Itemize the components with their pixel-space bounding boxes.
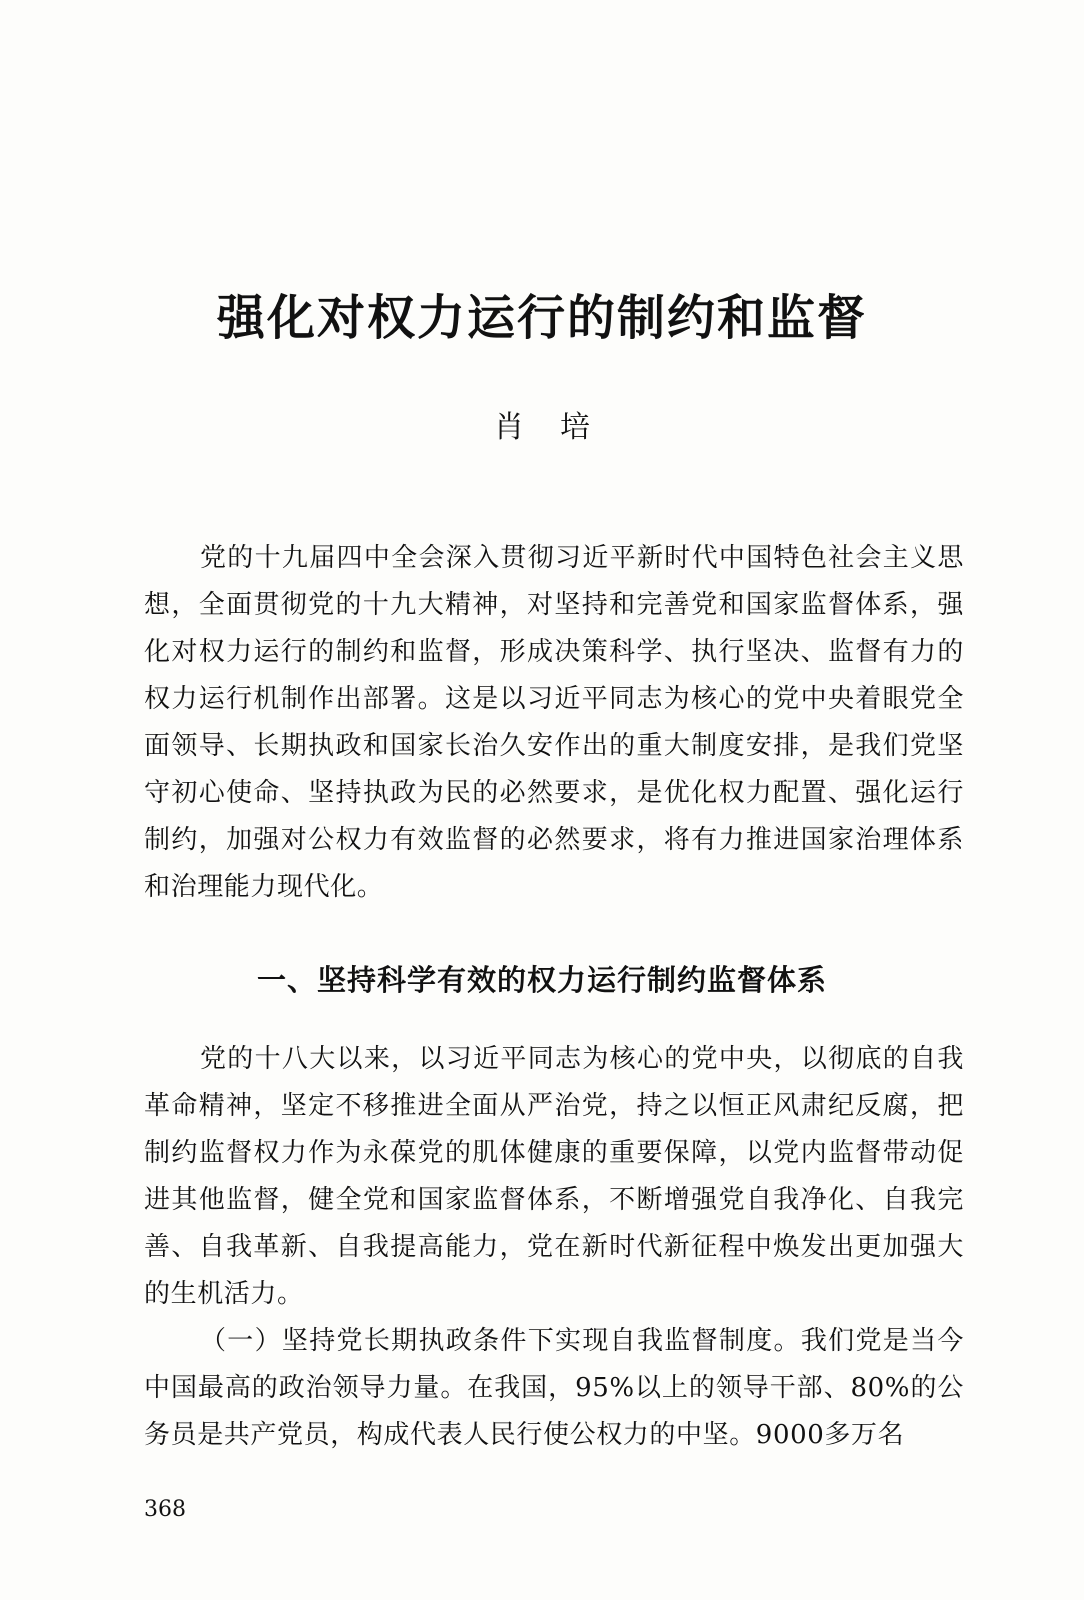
section-heading: 一、坚持科学有效的权力运行制约监督体系	[256, 963, 827, 997]
body-paragraph-1: 党的十八大以来，以习近平同志为核心的党中央，以彻底的自我革命精神，坚定不移推进全面从严治党，持之以恒正风肃纪反腐，把制约监督权力作为永葆党的肌体健康的重要保障，以党内监督带动促进其他监督，健全党和国家监督体系，不断增强党自我净化、自我完善、自我革新、自我提高能力，党在新时代新征程中焕发出更加强大的生机活力。	[144, 1044, 964, 1309]
author-name: 肖培	[494, 410, 626, 445]
body-paragraph-2: （一）坚持党长期执政条件下实现自我监督制度。我们党是当今中国最高的政治领导力量。在我国，95%以上的领导干部、80%的公务员是共产党员，构成代表人民行使公权力的中坚。9000多万名	[144, 1326, 964, 1450]
page-number: 368	[144, 1497, 186, 1522]
intro-paragraph: 党的十九届四中全会深入贯彻习近平新时代中国特色社会主义思想，全面贯彻党的十九大精神，对坚持和完善党和国家监督体系，强化对权力运行的制约和监督，形成决策科学、执行坚决、监督有力的权力运行机制作出部署。这是以习近平同志为核心的党中央着眼党全面领导、长期执政和国家长治久安作出的重大制度安排，是我们党坚守初心使命、坚持执政为民的必然要求，是优化权力配置、强化运行制约，加强对公权力有效监督的必然要求，将有力推进国家治理体系和治理能力现代化。	[144, 543, 964, 902]
article-title: 强化对权力运行的制约和监督	[216, 290, 867, 346]
